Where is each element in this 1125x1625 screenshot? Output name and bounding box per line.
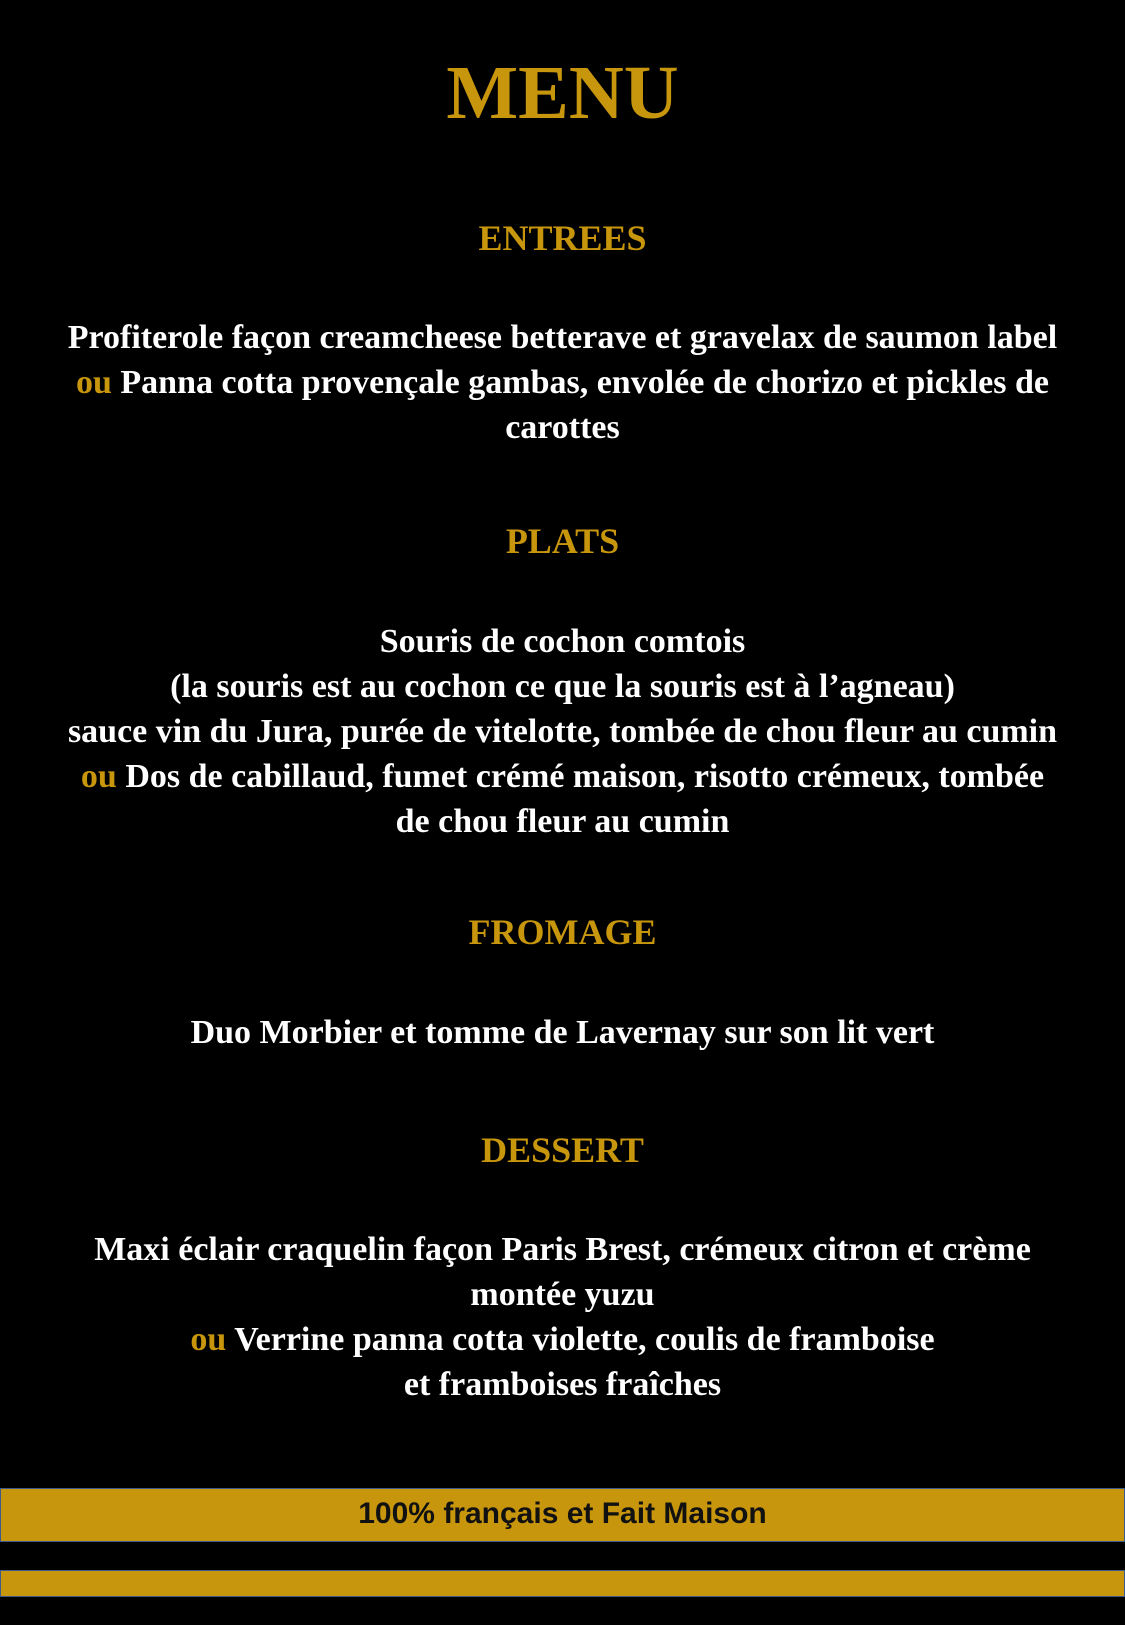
or-label: ou [190, 1321, 227, 1358]
footer-banner [0, 1488, 1125, 1542]
plats-line-4 [14, 754, 1111, 799]
or-label: ou [80, 758, 117, 795]
plats-line-1: Souris de cochon comtois [379, 623, 746, 660]
plats-dishes [14, 619, 1111, 844]
section-heading-dessert: DESSERT [481, 1130, 644, 1170]
footer-banner-text: 100% français et Fait Maison [358, 1497, 767, 1530]
dessert-dishes [14, 1227, 1111, 1407]
entrees-dishes [14, 315, 1111, 450]
entrees-line-2-text: Panna cotta provençale gambas, envolée de chorizo et pickles de [111, 364, 1049, 401]
plats-line-5: de chou fleur au cumin [395, 803, 730, 840]
fromage-line-1: Duo Morbier et tomme de Lavernay sur son lit vert [190, 1014, 935, 1051]
plats-line-4-text: Dos de cabillaud, fumet crémé maison, risotto crémeux, tombée [116, 758, 1045, 795]
dessert-line-1: Maxi éclair craquelin façon Paris Brest, crémeux citron et crème [94, 1231, 1031, 1268]
section-heading-plats: PLATS [505, 521, 620, 561]
section-heading-entrees: ENTREES [478, 218, 647, 258]
entrees-line-3: carottes [505, 409, 620, 446]
entrees-line-2 [14, 360, 1111, 405]
entrees-line-1: Profiterole façon creamcheese betterave et gravelax de saumon label [67, 319, 1058, 356]
or-label: ou [75, 364, 112, 401]
plats-line-2: (la souris est au cochon ce que la souris est à l’agneau) [170, 668, 955, 705]
plats-line-3: sauce vin du Jura, purée de vitelotte, tombée de chou fleur au cumin [67, 713, 1058, 750]
dessert-line-2: montée yuzu [470, 1276, 655, 1313]
menu-title: MENU [446, 51, 679, 135]
dessert-line-4: et framboises fraîches [403, 1366, 722, 1403]
dessert-line-3-text: Verrine panna cotta violette, coulis de framboise [226, 1321, 935, 1358]
section-heading-fromage: FROMAGE [468, 912, 657, 952]
footer-divider-band [0, 1570, 1125, 1597]
fromage-dishes [14, 1010, 1111, 1055]
dessert-line-3 [14, 1317, 1111, 1362]
